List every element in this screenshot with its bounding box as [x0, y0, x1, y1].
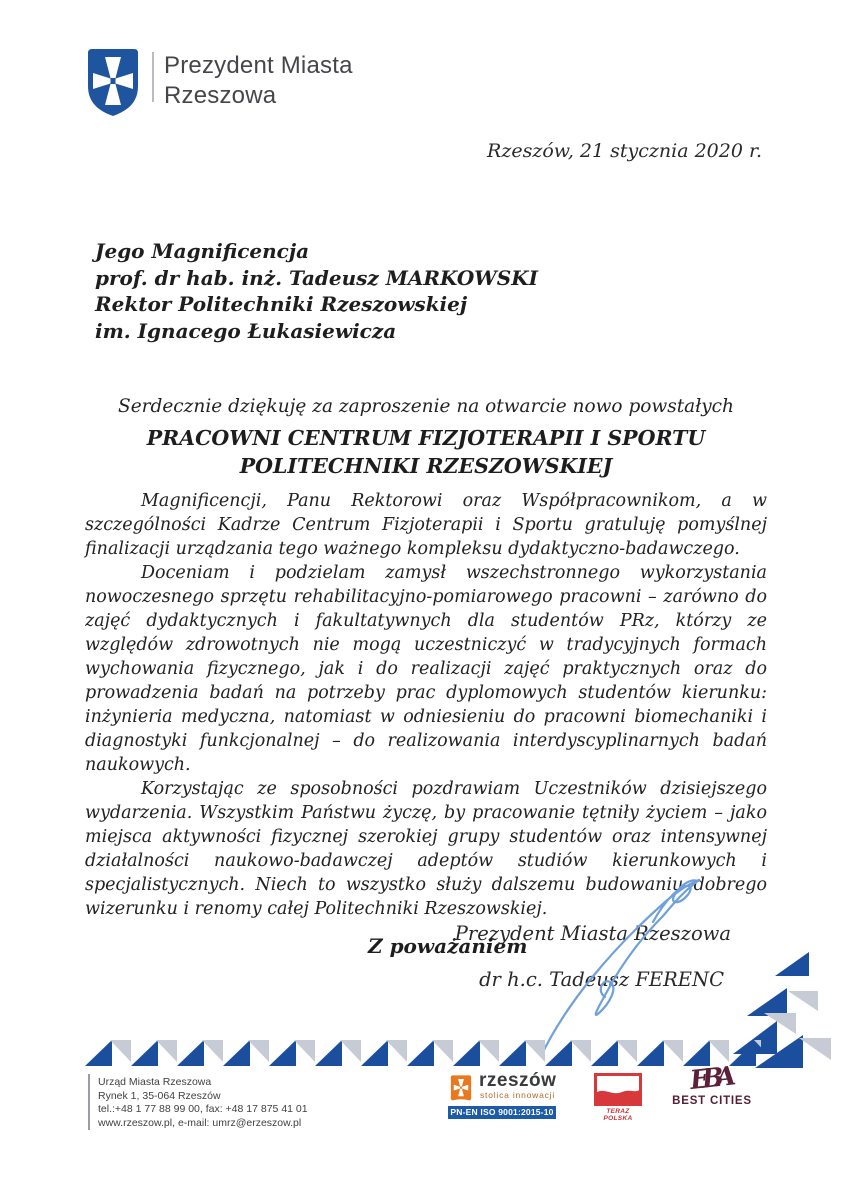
- rzeszow-crest-icon: [84, 46, 142, 118]
- rzeszow-logo-icon: [448, 1075, 474, 1101]
- teraz-polska-logo: [592, 1073, 644, 1122]
- footer-address: [98, 1076, 308, 1130]
- org-name-line1: Prezydent Miasta: [164, 52, 353, 79]
- org-name-line2: Rzeszowa: [164, 82, 277, 109]
- body-paragraph: Korzystając ze sposobności pozdrawiam Uczestników dzisiejszego wydarzenia. Wszystkim Państwu życzę, by pracowanie tętniły życiem – jako miejsca aktywności fizycznej szerokiej grupy studentów oraz intensywnej działalności naukowo-badawczej adeptów studiów kierunkowych i specjalistycznych. Niech to wszystko służy dalszemu budowaniu dobrego wizerunku i renomy całej Politechniki Rzeszowskiej.: [85, 779, 767, 919]
- footer-address-line: www.rzeszow.pl, e-mail: umrz@erzeszow.pl: [98, 1116, 302, 1129]
- document-title: [85, 424, 767, 480]
- letter-body: [85, 396, 767, 958]
- best-cities-logo: [664, 1064, 760, 1107]
- recipient-line: Rektor Politechniki Rzeszowskiej: [95, 292, 468, 316]
- paragraphs: [85, 489, 767, 921]
- footer-address-line: Rynek 1, 35-064 Rzeszów: [98, 1089, 221, 1102]
- footer-address-line: tel.:+48 1 77 88 99 00, fax: +48 17 875 41 01: [98, 1103, 308, 1115]
- dateline: Rzeszów, 21 stycznia 2020 r.: [487, 140, 762, 162]
- decor-triangle-strip: [85, 1037, 761, 1066]
- header-divider: [152, 52, 154, 102]
- body-paragraph: Doceniam i podzielam zamysł wszechstronnego wykorzystania nowoczesnego sprzętu rehabilitacyjno-pomiarowego pracowni – zarówno do zajęć dydaktycznych i fakultatywnych dla studentów PRz, którzy ze względów zdrowotnych nie mogą uczestniczyć w tradycyjnych formach wychowania fizycznego, jak i do realizacji zajęć praktycznych oraz do prowadzenia badań na potrzeby prac dyplomowych studentów kierunku: inżynieria medyczna, natomiast w odniesieniu do pracowni biomechaniki i diagnostyki funkcjonalnej – do realizowania interdyscyplinarnych badań naukowych.: [85, 563, 767, 775]
- closing-salutation: Z poważaniem: [368, 934, 528, 958]
- decor-triangle: [775, 952, 809, 976]
- org-name: [164, 51, 353, 111]
- recipient-line: prof. dr hab. inż. Tadeusz MARKOWSKI: [95, 265, 538, 290]
- decor-triangle: [799, 1038, 831, 1060]
- best-cities-label: BEST CITIES: [672, 1095, 752, 1107]
- decor-triangle: [747, 988, 787, 1016]
- signature-title: Prezydent Miasta Rzeszowa: [454, 922, 731, 945]
- decor-triangle: [788, 991, 818, 1011]
- intro-line: Serdecznie dziękuję za zaproszenie na otwarcie nowo powstałych: [118, 396, 734, 417]
- teraz-polska-label: TERAZ POLSKA: [603, 1108, 633, 1122]
- recipient-line: Jego Magnificencja: [95, 239, 310, 263]
- rzeszow-logo-tagline: stolica innowacji: [480, 1090, 556, 1100]
- document-title-line1: PRACOWNI CENTRUM FIZJOTERAPII I SPORTU: [146, 426, 706, 450]
- signature-name: dr h.c. Tadeusz FERENC: [479, 968, 724, 991]
- teraz-polska-flag-icon: [594, 1073, 642, 1106]
- rzeszow-logo-name: rzeszów: [479, 1070, 557, 1091]
- document-title-line2: POLITECHNIKI RZESZOWSKIEJ: [239, 454, 613, 478]
- recipient-block: [95, 238, 538, 344]
- iso-certificate-badge: PN-EN ISO 9001:2015-10: [448, 1106, 556, 1119]
- recipient-line: im. Ignacego Łukasiewicza: [95, 318, 397, 343]
- best-cities-monogram: EBA: [688, 1062, 730, 1096]
- footer-rule: [88, 1074, 90, 1130]
- footer-address-line: Urząd Miasta Rzeszowa: [98, 1076, 212, 1088]
- body-paragraph: Magnificencji, Panu Rektorowi oraz Współpracownikom, a w szczególności Kadrze Centrum Fizjoterapii i Sportu gratuluję pomyślnej finalizacji urządzania tego ważnego kompleksu dydaktyczno-badawczego.: [85, 491, 767, 559]
